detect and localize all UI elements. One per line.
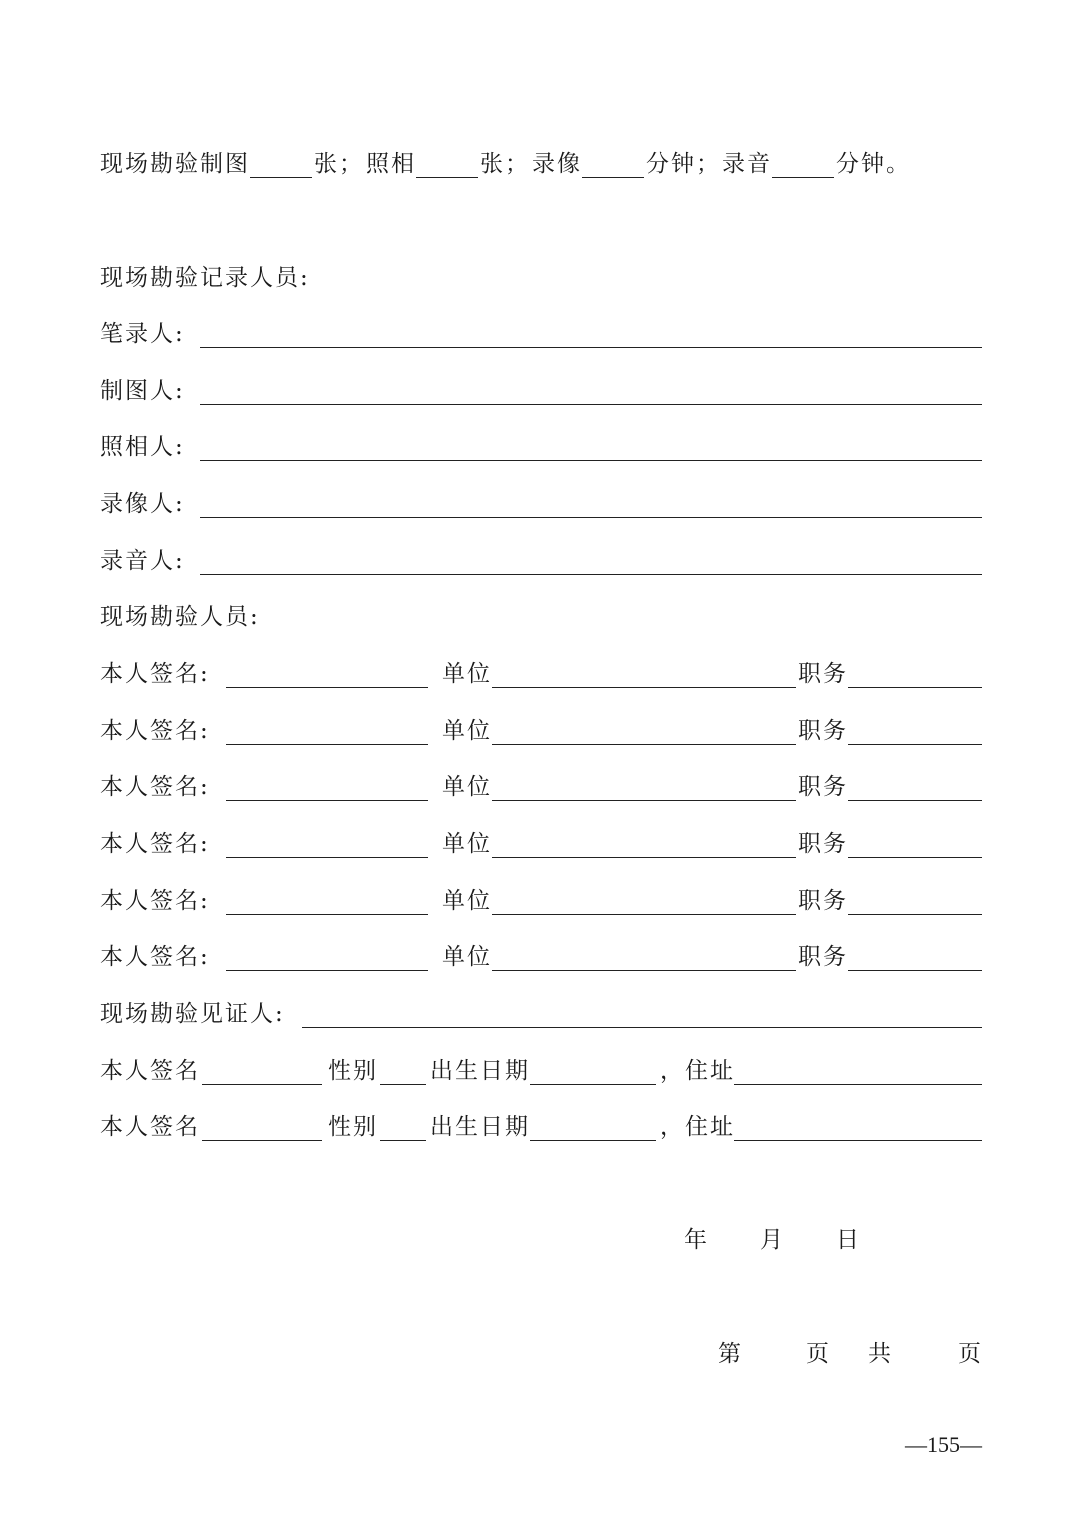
unit-label: 单位	[442, 661, 492, 687]
recorder-label: 录像人:	[100, 491, 185, 517]
inspectors-heading: 现场勘验人员:	[100, 604, 260, 630]
audio-minutes-field[interactable]	[772, 146, 834, 178]
page-suffix: 页	[806, 1341, 831, 1367]
birth-date-field[interactable]	[530, 1053, 656, 1085]
recorder-row	[100, 486, 982, 522]
recorder-label: 照相人:	[100, 434, 185, 460]
unit-field[interactable]	[492, 713, 796, 745]
unit-label: 单位	[442, 944, 492, 970]
recorder-name-field[interactable]	[200, 486, 982, 518]
photo-unit: 张；	[480, 151, 530, 177]
position-field[interactable]	[848, 769, 982, 801]
pagination-line	[100, 1336, 982, 1372]
photo-count-field[interactable]	[416, 146, 478, 178]
recorder-label: 笔录人:	[100, 321, 185, 347]
position-field[interactable]	[848, 656, 982, 688]
inspector-row	[100, 883, 982, 919]
unit-field[interactable]	[492, 769, 796, 801]
signature-field[interactable]	[226, 939, 428, 971]
recorder-row	[100, 316, 982, 352]
position-label: 职务	[798, 718, 848, 744]
recorder-name-field[interactable]	[200, 543, 982, 575]
total-suffix: 页	[958, 1341, 983, 1367]
month-label: 月	[760, 1227, 785, 1253]
drawing-label: 现场勘验制图	[100, 151, 250, 177]
address-label: ，住址	[660, 1058, 735, 1084]
address-field[interactable]	[734, 1053, 982, 1085]
position-label: 职务	[798, 661, 848, 687]
year-label: 年	[684, 1227, 709, 1253]
day-label: 日	[836, 1227, 861, 1253]
witness-heading: 现场勘验见证人:	[100, 1001, 285, 1027]
birth-date-field[interactable]	[530, 1109, 656, 1141]
position-field[interactable]	[848, 939, 982, 971]
position-field[interactable]	[848, 826, 982, 858]
page-prefix: 第	[718, 1341, 743, 1367]
position-field[interactable]	[848, 883, 982, 915]
recorder-name-field[interactable]	[200, 373, 982, 405]
gender-label: 性别	[328, 1114, 378, 1140]
witness-name-field[interactable]	[302, 996, 982, 1028]
inspector-row	[100, 939, 982, 975]
unit-label: 单位	[442, 831, 492, 857]
signature-field[interactable]	[226, 713, 428, 745]
witness-signature-field[interactable]	[202, 1109, 322, 1141]
inspector-row	[100, 826, 982, 862]
drawing-unit: 张；	[314, 151, 364, 177]
audio-label: 录音	[722, 151, 772, 177]
unit-field[interactable]	[492, 939, 796, 971]
recorder-label: 制图人:	[100, 378, 185, 404]
signature-field[interactable]	[226, 883, 428, 915]
inspectors-heading-line	[100, 599, 982, 635]
date-line	[100, 1222, 982, 1258]
video-unit: 分钟；	[646, 151, 721, 177]
gender-label: 性别	[328, 1058, 378, 1084]
unit-field[interactable]	[492, 656, 796, 688]
witness-heading-line	[100, 996, 982, 1032]
witness-row	[100, 1053, 982, 1089]
position-label: 职务	[798, 831, 848, 857]
unit-label: 单位	[442, 718, 492, 744]
video-label: 录像	[532, 151, 582, 177]
audio-unit: 分钟。	[836, 151, 911, 177]
photo-label: 照相	[366, 151, 416, 177]
signature-label: 本人签名:	[100, 944, 210, 970]
gender-field[interactable]	[380, 1053, 426, 1085]
recorder-row	[100, 429, 982, 465]
signature-label: 本人签名:	[100, 831, 210, 857]
recorders-heading-line	[100, 260, 982, 296]
position-label: 职务	[798, 944, 848, 970]
birth-date-label: 出生日期	[430, 1058, 530, 1084]
recorders-heading: 现场勘验记录人员:	[100, 265, 310, 291]
birth-date-label: 出生日期	[430, 1114, 530, 1140]
gender-field[interactable]	[380, 1109, 426, 1141]
unit-field[interactable]	[492, 883, 796, 915]
inspector-row	[100, 656, 982, 692]
recorder-row	[100, 373, 982, 409]
address-label: ，住址	[660, 1114, 735, 1140]
signature-field[interactable]	[226, 769, 428, 801]
recorder-label: 录音人:	[100, 548, 185, 574]
signature-label: 本人签名:	[100, 718, 210, 744]
witness-signature-label: 本人签名	[100, 1114, 200, 1140]
media-summary-line	[100, 146, 982, 182]
inspector-row	[100, 769, 982, 805]
position-field[interactable]	[848, 713, 982, 745]
unit-label: 单位	[442, 774, 492, 800]
recorder-name-field[interactable]	[200, 429, 982, 461]
position-label: 职务	[798, 774, 848, 800]
unit-label: 单位	[442, 888, 492, 914]
recorder-row	[100, 543, 982, 579]
inspector-row	[100, 713, 982, 749]
witness-signature-field[interactable]	[202, 1053, 322, 1085]
drawing-count-field[interactable]	[250, 146, 312, 178]
position-label: 职务	[798, 888, 848, 914]
signature-label: 本人签名:	[100, 888, 210, 914]
witness-row	[100, 1109, 982, 1145]
address-field[interactable]	[734, 1109, 982, 1141]
page-number: —155—	[905, 1432, 982, 1457]
signature-label: 本人签名:	[100, 661, 210, 687]
signature-field[interactable]	[226, 826, 428, 858]
witness-signature-label: 本人签名	[100, 1058, 200, 1084]
recorder-name-field[interactable]	[200, 316, 982, 348]
signature-label: 本人签名:	[100, 774, 210, 800]
unit-field[interactable]	[492, 826, 796, 858]
total-prefix: 共	[868, 1341, 893, 1367]
signature-field[interactable]	[226, 656, 428, 688]
video-minutes-field[interactable]	[582, 146, 644, 178]
